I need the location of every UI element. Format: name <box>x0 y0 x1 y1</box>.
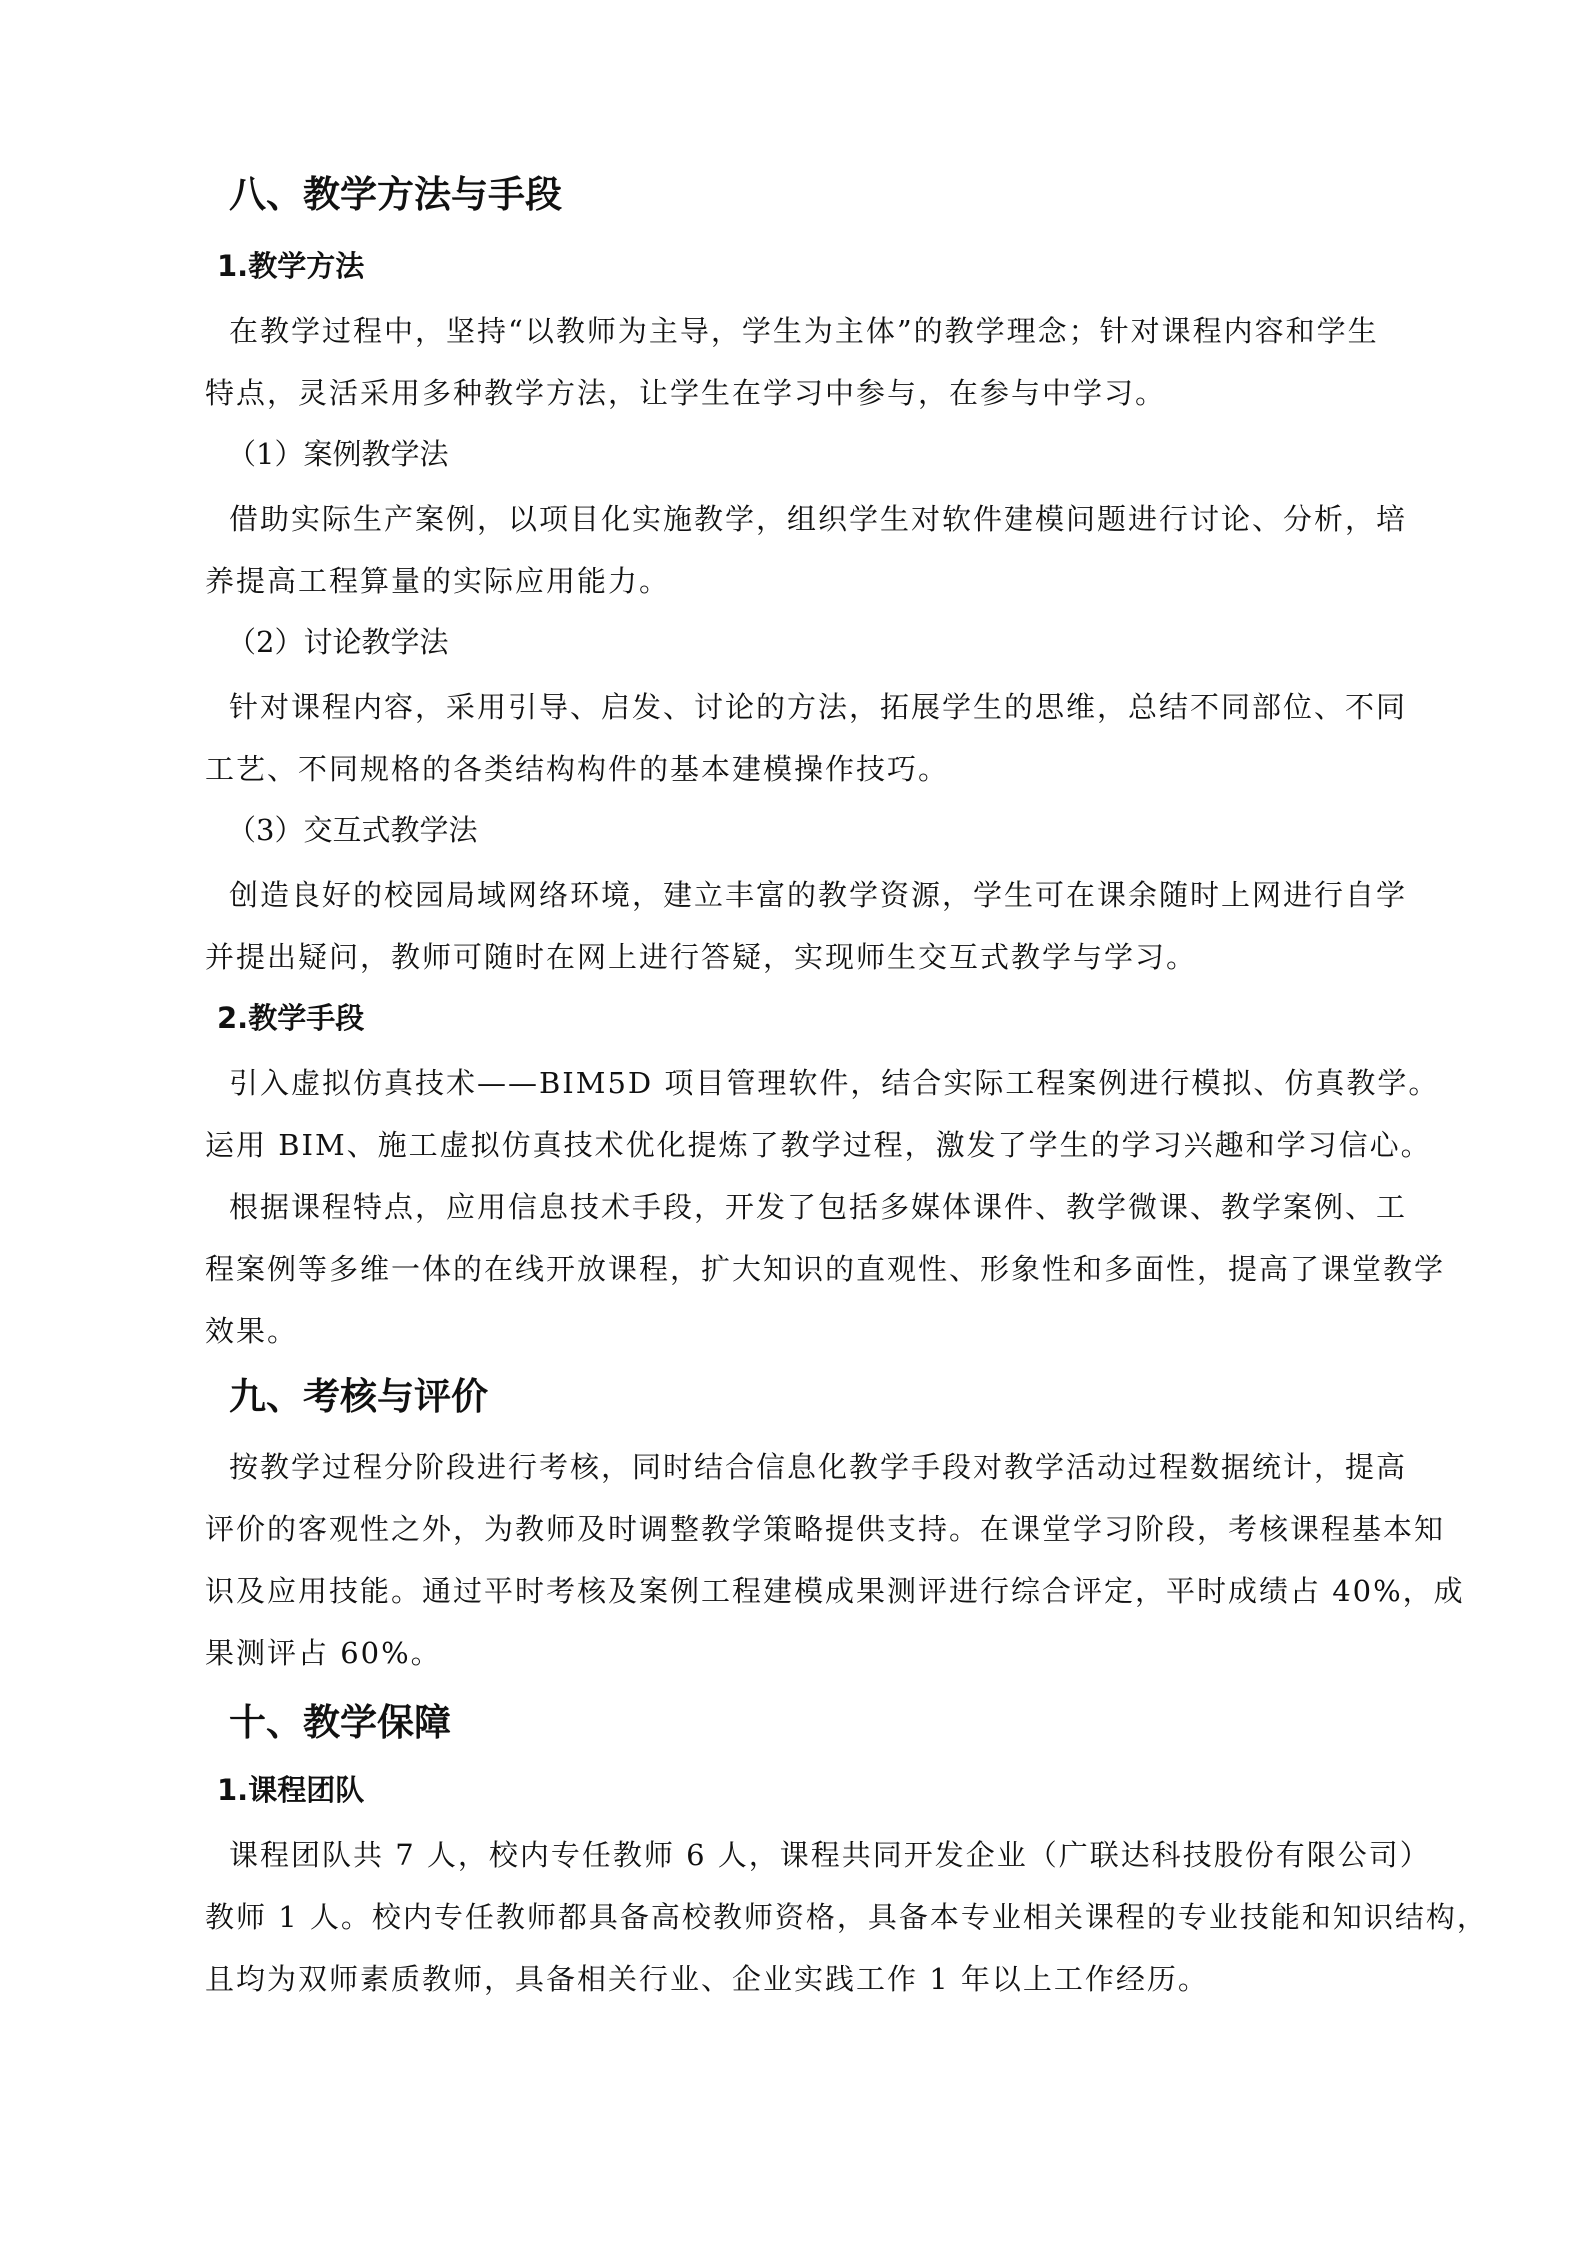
text-line: 识及应用技能。通过平时考核及案例工程建模成果测评进行综合评定，平时成绩占 40%，成 <box>205 1574 1465 1608</box>
text-line: 工艺、不同规格的各类结构构件的基本建模操作技巧。 <box>205 752 950 786</box>
text-line: 针对课程内容，采用引导、启发、讨论的方法，拓展学生的思维，总结不同部位、不同 <box>229 690 1408 724</box>
text-line: 果测评占 60%。 <box>205 1636 442 1670</box>
teaching-methods-heading: 1.教学方法 <box>217 249 365 283</box>
text-line: 根据课程特点，应用信息技术手段，开发了包括多媒体课件、教学微课、教学案例、工 <box>229 1190 1408 1224</box>
course-team-paragraph <box>205 1824 1488 2010</box>
text-line: 程案例等多维一体的在线开放课程，扩大知识的直观性、形象性和多面性，提高了课堂教学 <box>205 1252 1446 1286</box>
text-line: 养提高工程算量的实际应用能力。 <box>205 564 671 598</box>
discussion-method-heading: （2）讨论教学法 <box>227 625 449 659</box>
text-line: 引入虚拟仿真技术——BIM5D 项目管理软件，结合实际工程案例进行模拟、仿真教学。 <box>229 1066 1440 1100</box>
case-method-heading: （1）案例教学法 <box>227 437 449 471</box>
section-9-heading: 九、考核与评价 <box>229 1375 488 1418</box>
section-10-heading: 十、教学保障 <box>229 1701 451 1744</box>
section-8-heading: 八、教学方法与手段 <box>229 173 562 216</box>
discussion-method-paragraph <box>205 676 1445 800</box>
text-line: 特点，灵活采用多种教学方法，让学生在学习中参与，在参与中学习。 <box>205 376 1167 410</box>
teaching-methods-paragraph <box>205 300 1445 424</box>
text-line: 在教学过程中，坚持“以教师为主导，学生为主体”的教学理念；针对课程内容和学生 <box>229 314 1379 348</box>
teaching-means-heading: 2.教学手段 <box>217 1001 365 1035</box>
text-line: 创造良好的校园局域网络环境，建立丰富的教学资源，学生可在课余随时上网进行自学 <box>229 878 1408 912</box>
text-line: 运用 BIM、施工虚拟仿真技术优化提炼了教学过程，激发了学生的学习兴趣和学习信心。 <box>205 1128 1432 1162</box>
text-line: 借助实际生产案例，以项目化实施教学，组织学生对软件建模问题进行讨论、分析，培 <box>229 502 1408 536</box>
text-line: 按教学过程分阶段进行考核，同时结合信息化教学手段对教学活动过程数据统计，提高 <box>229 1450 1408 1484</box>
assessment-paragraph <box>205 1436 1465 1684</box>
case-method-paragraph <box>205 488 1445 612</box>
teaching-means-paragraph-1 <box>205 1052 1445 1176</box>
document-page <box>205 150 1488 2010</box>
text-line: 效果。 <box>205 1314 299 1348</box>
interactive-method-paragraph <box>205 864 1445 988</box>
text-line: 课程团队共 7 人，校内专任教师 6 人，课程共同开发企业（广联达科技股份有限公司） <box>229 1838 1431 1872</box>
interactive-method-heading: （3）交互式教学法 <box>227 813 478 847</box>
teaching-means-paragraph-2 <box>205 1176 1445 1362</box>
text-line: 并提出疑问，教师可随时在网上进行答疑，实现师生交互式教学与学习。 <box>205 940 1198 974</box>
text-line: 教师 1 人。校内专任教师都具备高校教师资格，具备本专业相关课程的专业技能和知识结构， <box>205 1900 1488 1934</box>
text-line: 评价的客观性之外，为教师及时调整教学策略提供支持。在课堂学习阶段，考核课程基本知 <box>205 1512 1446 1546</box>
text-line: 且均为双师素质教师，具备相关行业、企业实践工作 1 年以上工作经历。 <box>205 1962 1209 1996</box>
course-team-heading: 1.课程团队 <box>217 1773 365 1807</box>
